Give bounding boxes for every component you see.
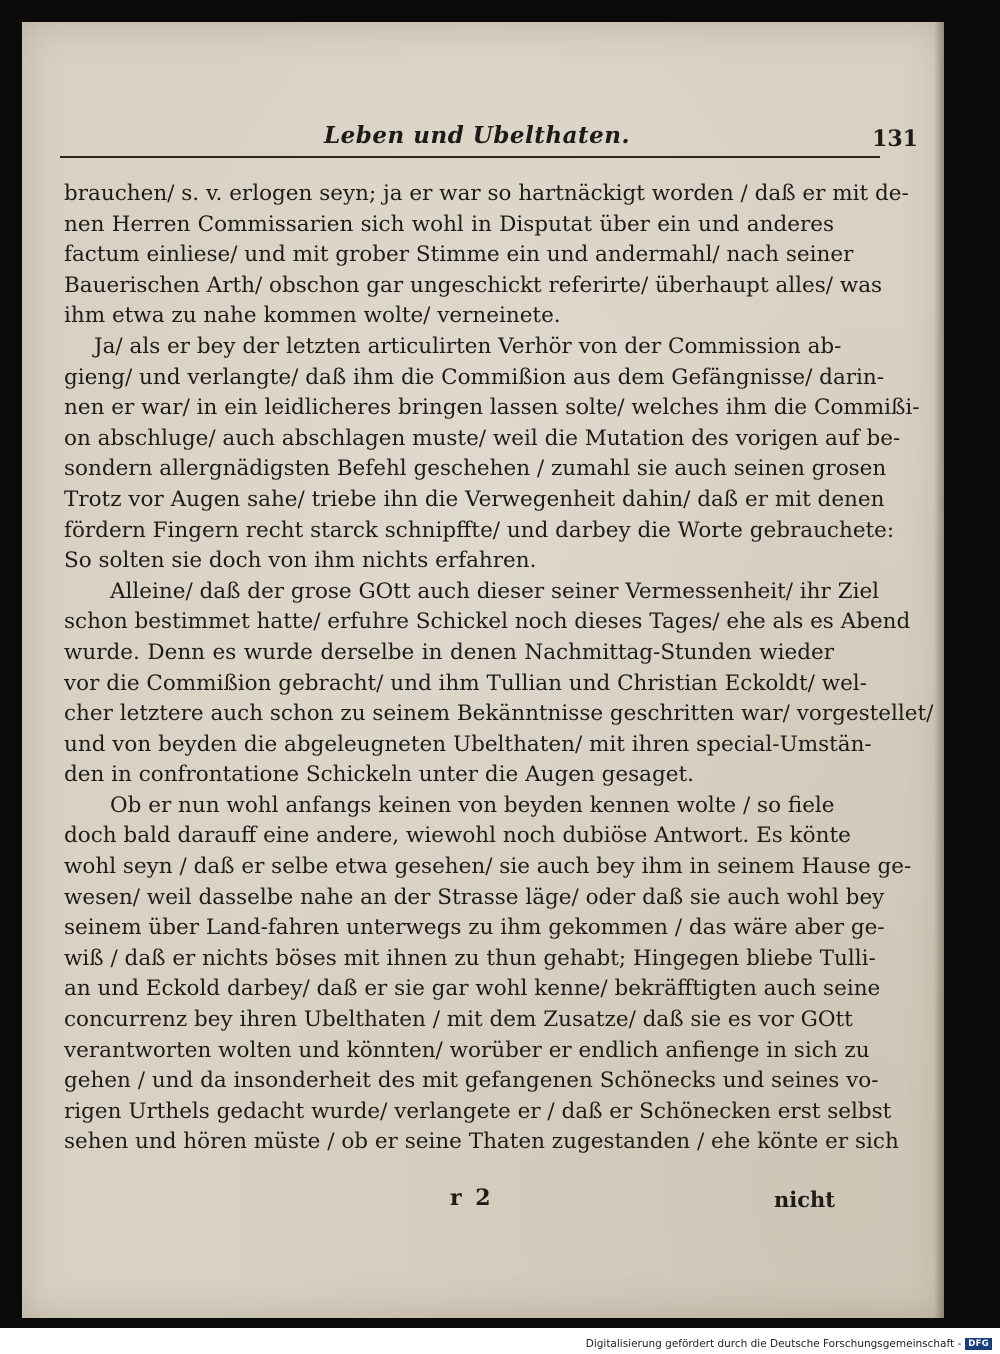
text-line: factum einliese/ und mit grober Stimme ein und andermahl/ nach seiner: [64, 242, 854, 268]
text-line: sondern allergnädigsten Befehl geschehen / zumahl sie auch seinen grosen: [64, 456, 887, 482]
text-line: Ob er nun wohl anfangs keinen von beyden kennen wolte / so fiele: [110, 792, 835, 818]
text-line: gehen / und da insonderheit des mit gefangenen Schönecks und seines vo-: [64, 1068, 879, 1094]
page-edge-shadow: [934, 22, 944, 1318]
text-line: Ja/ als er bey der letzten articulirten Verhör von der Commission ab-: [94, 333, 842, 359]
text-line: wesen/ weil dasselbe nahe an der Strasse läge/ oder daß sie auch wohl bey: [64, 884, 885, 910]
text-line: fördern Fingern recht starck schnipffte/ und darbey die Worte gebrauchete:: [64, 517, 895, 543]
text-line: wohl seyn / daß er selbe etwa gesehen/ sie auch bey ihm in seinem Hause ge-: [64, 854, 912, 880]
text-line: Trotz vor Augen sahe/ triebe ihn die Verwegenheit dahin/ daß er mit denen: [64, 486, 885, 512]
text-line: Bauerischen Arth/ obschon gar ungeschickt referirte/ überhaupt alles/ was: [64, 272, 883, 298]
text-line: wiß / daß er nichts böses mit ihnen zu thun gehabt; Hingegen bliebe Tulli-: [64, 945, 876, 971]
dfg-logo: DFG: [965, 1338, 992, 1350]
signature-mark: r 2: [450, 1185, 494, 1211]
running-head: [60, 116, 918, 158]
text-line: seinem über Land-fahren unterwegs zu ihm gekommen / das wäre aber ge-: [64, 915, 885, 941]
text-line: cher letztere auch schon zu seinem Bekänntnisse geschritten war/ vorgestellet/: [64, 701, 934, 727]
text-line: brauchen/ s. v. erlogen seyn; ja er war so hartnäckigt worden / daß er mit de-: [64, 181, 909, 206]
text-line: So solten sie doch von ihm nichts erfahren.: [64, 548, 537, 574]
book-page: [22, 22, 944, 1318]
text-line: on abschluge/ auch abschlagen muste/ weil die Mutation des vorigen auf be-: [64, 425, 901, 451]
text-line: doch bald darauff eine andere, wiewohl noch dubiöse Antwort. Es könte: [64, 823, 851, 849]
page-number: 131: [872, 126, 918, 152]
text-line: gieng/ und verlangte/ daß ihm die Commißion aus dem Gefängnisse/ darin-: [64, 364, 885, 390]
body-text: [64, 179, 934, 1158]
text-line: nen er war/ in ein leidlicheres bringen lassen solte/ welches ihm die Commißi-: [64, 395, 920, 421]
text-line: Alleine/ daß der grose GOtt auch dieser seiner Vermessenheit/ ihr Ziel: [110, 578, 880, 604]
credit-text: Digitalisierung gefördert durch die Deutsche Forschungsgemeinschaft -: [585, 1338, 962, 1350]
text-line: sehen und hören müste / ob er seine Thaten zugestanden / ehe könte er sich: [64, 1129, 899, 1155]
text-line: den in confrontatione Schickeln unter die Augen gesaget.: [64, 762, 694, 788]
text-line: concurrenz bey ihren Ubelthaten / mit dem Zusatze/ daß sie es vor GOtt: [64, 1007, 853, 1033]
text-line: und von beyden die abgeleugneten Ubelthaten/ mit ihren special-Umstän-: [64, 731, 872, 757]
text-line: verantworten wolten und könnten/ worüber er endlich anfienge in sich zu: [64, 1037, 870, 1063]
text-line: ihm etwa zu nahe kommen wolte/ verneinete.: [64, 303, 561, 329]
digitization-credit: [586, 1336, 992, 1352]
text-line: an und Eckold darbey/ daß er sie gar wohl kenne/ bekräfftigten auch seine: [64, 976, 881, 1002]
catchword: nicht: [774, 1187, 836, 1212]
running-head-title: Leben und Ubelthaten.: [324, 122, 631, 149]
text-line: vor die Commißion gebracht/ und ihm Tullian und Christian Eckoldt/ wel-: [64, 670, 867, 696]
text-line: nen Herren Commissarien sich wohl in Disputat über ein und anderes: [64, 211, 834, 237]
text-line: rigen Urthels gedacht wurde/ verlangete er / daß er Schönecken erst selbst: [64, 1098, 892, 1124]
text-line: wurde. Denn es wurde derselbe in denen Nachmittag-Stunden wieder: [64, 639, 834, 665]
text-line: schon bestimmet hatte/ erfuhre Schickel noch dieses Tages/ ehe als es Abend: [64, 609, 911, 635]
